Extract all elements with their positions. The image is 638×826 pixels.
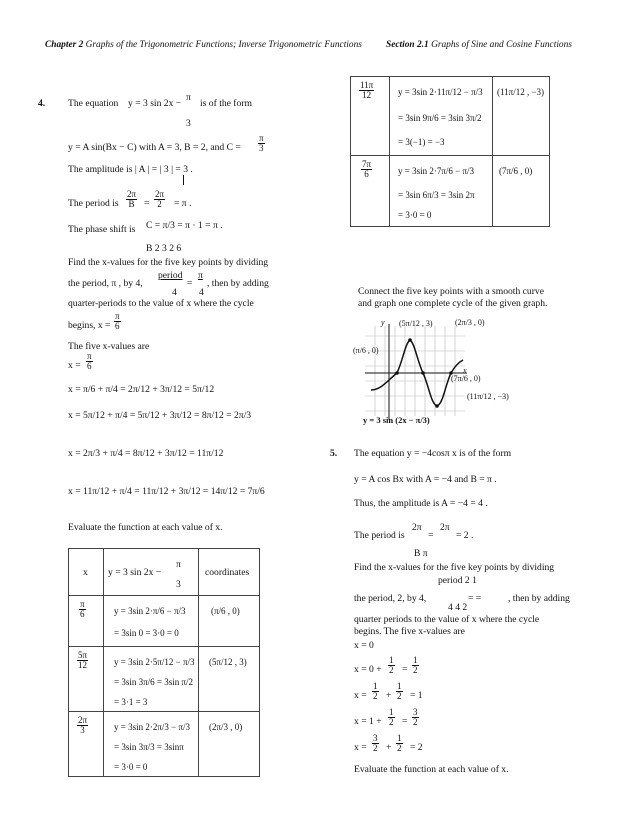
row5-x xyxy=(359,160,374,180)
p4-find-4b: 4 xyxy=(199,287,204,298)
row3-y3: = 3·0 = 0 xyxy=(114,762,148,772)
table-row-coords xyxy=(492,155,550,227)
x1-n: π xyxy=(87,351,92,361)
p4-c-den: 3 xyxy=(259,143,264,154)
p5-x-value-2-eq: = xyxy=(402,664,408,675)
p5-x-value-4-frac2 xyxy=(410,708,421,728)
row4-y3: = 3(−1) = −3 xyxy=(398,137,445,147)
row3-x-d: 3 xyxy=(80,725,85,736)
row2-coords: (5π/12 , 3) xyxy=(209,657,247,667)
p5-find-then: , then by adding xyxy=(508,593,570,604)
table-row-coords xyxy=(198,646,260,712)
key-point xyxy=(408,338,412,342)
row3-x-n: 2π xyxy=(78,715,88,725)
p4-phase-text: The phase shift is xyxy=(68,224,136,235)
row1-x-d: 6 xyxy=(80,609,85,620)
p4-phase-bottom: B 2 3 2 6 xyxy=(146,243,182,254)
graph-x-axis-label: x xyxy=(463,366,467,375)
v4-n1: 1 xyxy=(389,707,394,717)
p5-x-value-1: x = 0 xyxy=(354,640,374,651)
key-point xyxy=(395,371,399,375)
row1-coords: (π/6 , 0) xyxy=(211,606,240,616)
sine-graph xyxy=(353,316,509,428)
v5-d2: 2 xyxy=(397,743,402,754)
row3-x xyxy=(75,716,90,736)
graph-label-right: (2π/3 , 0) xyxy=(455,318,485,327)
p5-x-value-2-frac1 xyxy=(386,656,397,676)
row2-x-n: 5π xyxy=(78,650,88,660)
p5-x-value-4-label: x = 1 + xyxy=(354,716,382,727)
p4-period-n1: 2π xyxy=(127,189,137,199)
table-header-coords-cell xyxy=(198,548,260,596)
x-value-3: x = 5π/12 + π/4 = 5π/12 + 3π/12 = 8π/12 = 2π/3 xyxy=(68,410,252,421)
table-header-y-3: 3 xyxy=(176,579,181,590)
table-row-coords xyxy=(492,76,550,156)
p4-c-fraction xyxy=(256,134,267,154)
p5-find-period: period 2 1 xyxy=(438,575,477,586)
p5-amplitude: Thus, the amplitude is A = −4 = 4 . xyxy=(354,498,488,509)
key-point xyxy=(421,371,425,375)
problem-4-number: 4. xyxy=(38,98,46,109)
row3-coords: (2π/3 , 0) xyxy=(209,722,243,732)
p5-period-2pi-b: 2π xyxy=(440,522,450,533)
p5-find-denoms: 4 4 2 xyxy=(448,602,468,613)
row2-x xyxy=(75,651,90,671)
row5-x-n: 7π xyxy=(362,159,372,169)
table-row-y xyxy=(389,155,493,227)
p4-find-4a: 4 xyxy=(172,287,177,298)
table-row xyxy=(350,76,390,156)
abs-bar xyxy=(183,175,184,185)
p4-five-x: The five x-values are xyxy=(68,341,150,352)
row4-y2: = 3sin 9π/6 = 3sin 3π/2 xyxy=(398,113,482,123)
p4-find-1: Find the x-values for the five key points by dividing xyxy=(68,257,269,268)
p4-begins-n: π xyxy=(115,311,120,321)
p4-period-eq: = xyxy=(144,198,150,209)
p5-period-text: The period is xyxy=(354,530,405,541)
p5-x-value-3-plus: + xyxy=(386,690,392,701)
p5-x-value-5-frac1 xyxy=(370,734,381,754)
v3-d2: 2 xyxy=(397,691,402,702)
table-header-y-cell xyxy=(103,548,199,596)
row2-y2: = 3sin 3π/6 = 3sin π/2 xyxy=(114,677,193,687)
x-value-5: x = 11π/12 + π/4 = 11π/12 + 3π/12 = 14π/12 = 7π/6 xyxy=(68,486,265,497)
p5-find-4: begins. The five x-values are xyxy=(354,626,465,637)
row5-x-d: 6 xyxy=(364,169,369,180)
p5-x-value-5-frac2 xyxy=(394,734,405,754)
p4-evaluate: Evaluate the function at each value of x. xyxy=(68,522,223,533)
v5-n2: 1 xyxy=(397,733,402,743)
p5-x-value-4-eq: = xyxy=(402,716,408,727)
graph-equation: y = 3 sin (2x − π/3) xyxy=(363,415,430,425)
row2-y3: = 3·1 = 3 xyxy=(114,697,148,707)
v3-n2: 1 xyxy=(397,681,402,691)
p4-find-eq: = xyxy=(187,278,193,289)
row4-x xyxy=(357,81,376,101)
v2-d2: 2 xyxy=(413,665,418,676)
p5-x-value-2-frac2 xyxy=(410,656,421,676)
sine-graph-svg xyxy=(355,316,505,428)
row4-x-n: 11π xyxy=(360,80,374,90)
row5-coords: (7π/6 , 0) xyxy=(499,166,533,176)
v3-d1: 2 xyxy=(373,691,378,702)
table-header-y-pi: π xyxy=(176,559,181,570)
row3-y2: = 3sin 3π/3 = 3sinπ xyxy=(114,742,184,752)
p4-find-then: , then by adding xyxy=(207,278,269,289)
p5-x-value-2-label: x = 0 + xyxy=(354,664,382,675)
table-row-y xyxy=(103,646,199,712)
section-title: Graphs of Sine and Cosine Functions xyxy=(428,40,572,50)
chapter-title: Graphs of the Trigonometric Functions; Inverse Trigonometric Functions xyxy=(83,40,362,50)
p5-x-value-3-frac2 xyxy=(394,682,405,702)
p4-phase-top: C = π/3 = π · 1 = π . xyxy=(146,220,223,231)
v5-d1: 2 xyxy=(373,743,378,754)
p4-period-frac1 xyxy=(124,190,139,210)
table-row-y xyxy=(103,711,199,777)
p4-begins-frac xyxy=(112,312,123,332)
row1-x xyxy=(77,600,88,620)
table-header-x: x xyxy=(83,567,88,578)
p4-equation-text: The equation xyxy=(68,98,119,109)
row5-y3: = 3·0 = 0 xyxy=(398,210,432,220)
v2-n2: 1 xyxy=(413,655,418,665)
v4-n2: 3 xyxy=(413,707,418,717)
p5-find-3: quarter periods to the value of x where the cycle xyxy=(354,614,540,625)
key-point xyxy=(435,404,439,408)
p5-x-value-3-result: = 1 xyxy=(410,690,423,701)
table-row xyxy=(350,155,390,227)
p5-x-value-4-frac1 xyxy=(386,708,397,728)
row5-y2: = 3sin 6π/3 = 3sin 2π xyxy=(398,190,475,200)
table-row xyxy=(68,595,104,647)
p4-equation-3: 3 xyxy=(186,118,191,129)
row3-y1: y = 3sin 2·2π/3 − π/3 xyxy=(114,722,190,732)
table-header-y: y = 3 sin 2x − xyxy=(108,567,162,578)
p4-period-result: = π . xyxy=(174,198,192,209)
row5-y1: y = 3sin 2·7π/6 − π/3 xyxy=(398,166,474,176)
section-header xyxy=(386,40,572,51)
table-header-coords: coordinates xyxy=(205,567,250,578)
row2-x-d: 12 xyxy=(78,660,88,671)
p4-find-2a: the period, π , by 4, xyxy=(68,278,143,289)
row1-y2: = 3sin 0 = 3·0 = 0 xyxy=(114,628,179,638)
connect-text-1: Connect the five key points with a smooth curve xyxy=(358,286,544,297)
section-label: Section 2.1 xyxy=(386,40,429,50)
x-value-2: x = π/6 + π/4 = 2π/12 + 3π/12 = 5π/12 xyxy=(68,384,215,395)
v3-n1: 1 xyxy=(373,681,378,691)
x1-d: 6 xyxy=(87,361,92,372)
p5-period-denoms: B π xyxy=(414,548,428,559)
chapter-label: Chapter 2 xyxy=(45,40,84,50)
p5-x-value-5-plus: + xyxy=(386,742,392,753)
p4-begins: begins, x = xyxy=(68,320,111,331)
page-header xyxy=(45,40,362,51)
graph-label-left: (π/6 , 0) xyxy=(353,346,379,355)
p5-equation: The equation y = −4cosπ x is of the form xyxy=(354,448,512,459)
x-value-1 xyxy=(84,352,95,372)
p5-x-value-3-frac1 xyxy=(370,682,381,702)
table-row-y xyxy=(103,595,199,647)
table-header-x-cell xyxy=(68,548,104,596)
row2-y1: y = 3sin 2·5π/12 − π/3 xyxy=(114,657,195,667)
x-value-4: x = 2π/3 + π/4 = 8π/12 + 3π/12 = 11π/12 xyxy=(68,448,224,459)
p4-find-pi: π xyxy=(198,270,203,281)
p5-period-result: = 2 . xyxy=(456,530,474,541)
graph-label-7pi6: (7π/6 , 0) xyxy=(451,374,481,383)
row4-x-d: 12 xyxy=(362,90,372,101)
p4-find-3: quarter-periods to the value of x where the cycle xyxy=(68,298,254,309)
graph-y-axis-label: y xyxy=(381,318,385,327)
p5-period-2pi-a: 2π xyxy=(412,522,422,533)
graph-label-bottom: (11π/12 , −3) xyxy=(467,392,509,401)
p5-x-value-5-result: = 2 xyxy=(410,742,423,753)
graph-label-top: (5π/12 , 3) xyxy=(399,319,433,328)
table-row-y xyxy=(389,76,493,156)
row1-y1: y = 3sin 2·π/6 − π/3 xyxy=(114,606,186,616)
x-value-1-label: x = xyxy=(68,360,81,371)
p4-equation: y = 3 sin 2x − xyxy=(128,98,182,109)
v2-d1: 2 xyxy=(389,665,394,676)
table-row-coords xyxy=(198,711,260,777)
p5-period-eq: = xyxy=(428,530,434,541)
connect-text-2: and graph one complete cycle of the given graph. xyxy=(358,298,548,309)
p4-period-d2: 2 xyxy=(157,199,162,210)
p4-period-n2: 2π xyxy=(155,189,165,199)
p4-form: y = A sin(Bx − C) with A = 3, B = 2, and C = xyxy=(68,142,241,153)
p4-equation-pi: π xyxy=(186,92,191,103)
table-row xyxy=(68,711,104,777)
p4-begins-d: 6 xyxy=(115,321,120,332)
p4-period-d1: B xyxy=(128,199,135,210)
p5-x-value-3-label: x = xyxy=(354,690,367,701)
table-row-coords xyxy=(198,595,260,647)
table-row xyxy=(68,646,104,712)
p4-amplitude: The amplitude is | A | = | 3 | = 3 . xyxy=(68,164,193,175)
p4-period-frac2 xyxy=(152,190,167,210)
p5-evaluate: Evaluate the function at each value of x. xyxy=(354,764,509,775)
v4-d2: 2 xyxy=(413,717,418,728)
p4-find-period: period xyxy=(158,270,183,281)
p5-x-value-5-label: x = xyxy=(354,742,367,753)
problem-5-number: 5. xyxy=(330,448,338,459)
p4-period-text: The period is xyxy=(68,198,119,209)
v4-d1: 2 xyxy=(389,717,394,728)
row4-coords: (11π/12 , −3) xyxy=(497,87,545,97)
row4-y1: y = 3sin 2·11π/12 − π/3 xyxy=(398,87,483,97)
p5-find-1: Find the x-values for the five key points by dividing xyxy=(354,562,555,573)
p5-find-2: the period, 2, by 4, xyxy=(354,593,427,604)
p4-form-text: is of the form xyxy=(200,98,252,109)
p4-c-num: π xyxy=(259,133,264,143)
v5-n1: 3 xyxy=(373,733,378,743)
row1-x-n: π xyxy=(80,599,85,609)
p5-form: y = A cos Bx with A = −4 and B = π . xyxy=(354,474,497,485)
v2-n1: 1 xyxy=(389,655,394,665)
p5-find-eqs: = = xyxy=(468,593,482,604)
